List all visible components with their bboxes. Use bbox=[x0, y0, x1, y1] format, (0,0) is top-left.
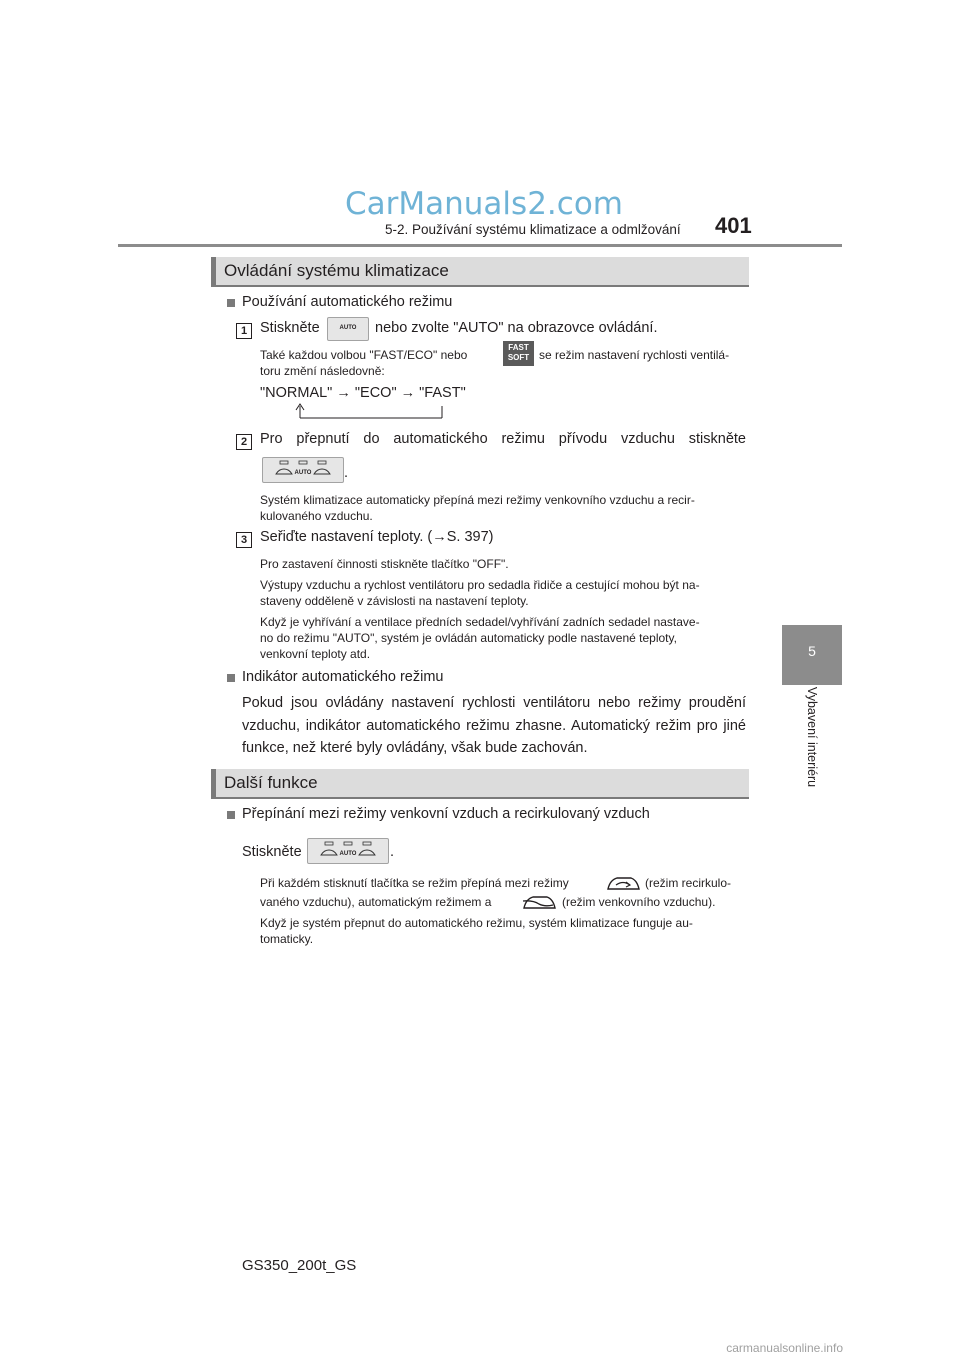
air-intake-auto-button-icon bbox=[262, 457, 344, 483]
page-number: 401 bbox=[715, 213, 752, 238]
step1-text-before: Stiskněte bbox=[260, 320, 320, 336]
header-rule bbox=[118, 244, 842, 247]
outside-air-mode-icon bbox=[521, 891, 557, 911]
bullet-square-icon bbox=[227, 299, 235, 307]
step1-text-after: nebo zvolte "AUTO" na obrazovce ovládání. bbox=[375, 320, 658, 336]
watermark-bottom: carmanualsonline.info bbox=[726, 1341, 843, 1355]
section-heading-climate-control bbox=[211, 257, 749, 287]
subsection-title-indicator: Indikátor automatického režimu bbox=[242, 669, 444, 685]
fast-button-line1: FAST bbox=[508, 343, 529, 352]
fast-soft-button-icon bbox=[503, 341, 534, 366]
step2-text-line1: Pro přepnutí do automatického režimu přívodu vzduchu stiskněte bbox=[260, 431, 746, 447]
recirc-period: . bbox=[390, 844, 395, 860]
section-heading-bar bbox=[211, 257, 216, 285]
section-heading-bar bbox=[211, 769, 216, 797]
recirc-note1-a: Při každém stisknutí tlačítka se režim přepíná mezi režimy bbox=[260, 876, 569, 890]
recirc-note1-d: (režim venkovního vzduchu). bbox=[562, 895, 716, 909]
recirc-note1-c: vaného vzduchu), automatickým režimem a bbox=[260, 895, 492, 909]
subsection-title-auto-mode: Používání automatického režimu bbox=[242, 294, 453, 310]
recirc-auto-label: AUTO bbox=[339, 851, 357, 857]
indicator-paragraph-line3: funkce, než které byly ovládány, však bude zachován. bbox=[242, 740, 588, 756]
watermark-top: CarManuals2.com bbox=[345, 186, 623, 222]
subsection-title-recirculation: Přepínání mezi režimy venkovní vzduch a recirkulovaný vzduch bbox=[242, 806, 650, 822]
step-number-2: 2 bbox=[236, 434, 252, 450]
recirc-note2-line1: Když je systém přepnut do automatického režimu, systém klimatizace funguje au- bbox=[260, 916, 693, 930]
step3-text: Seřiďte nastavení teploty. (→S. 397) bbox=[260, 529, 494, 545]
bullet-square-icon bbox=[227, 674, 235, 682]
chapter-tab-label: Vybavení interiéru bbox=[805, 686, 819, 788]
auto-button-label: AUTO bbox=[339, 325, 357, 331]
bullet-square-icon bbox=[227, 811, 235, 819]
step1-note-line2: toru změní následovně: bbox=[260, 364, 385, 378]
step2-period: . bbox=[344, 465, 349, 481]
fan-mode-sequence: "NORMAL" → "ECO" → "FAST" bbox=[260, 385, 466, 401]
section-heading-other-functions bbox=[211, 769, 749, 799]
recirc-note1-b: (režim recirkulo- bbox=[645, 876, 732, 890]
step3-note1: Pro zastavení činnosti stiskněte tlačítko "OFF". bbox=[260, 557, 509, 571]
step-number-3: 3 bbox=[236, 532, 252, 548]
recirculation-mode-icon bbox=[605, 872, 641, 892]
air-intake-auto-label: AUTO bbox=[294, 470, 312, 476]
chapter-title: 5-2. Používání systému klimatizace a odmlžování bbox=[385, 222, 681, 237]
step2-note-line1: Systém klimatizace automaticky přepíná mezi režimy venkovního vzduchu a recir- bbox=[260, 493, 695, 507]
fast-button-line2: SOFT bbox=[507, 353, 530, 362]
step3-note3-line1: Když je vyhřívání a ventilace předních sedadel/vyhřívání zadních sedadel nastave- bbox=[260, 615, 700, 629]
step-number-1: 1 bbox=[236, 323, 252, 339]
step3-note2-line1: Výstupy vzduchu a rychlost ventilátoru pro sedadla řidiče a cestující mohou být na- bbox=[260, 578, 700, 592]
recirc-press-text: Stiskněte bbox=[242, 844, 302, 860]
step1-note-before: Také každou volbou "FAST/ECO" nebo bbox=[260, 348, 468, 362]
indicator-paragraph-line2: vzduchu, indikátor automatického režimu zhasne. Automatický režim pro jiné bbox=[242, 718, 746, 734]
section-heading-title: Ovládání systému klimatizace bbox=[224, 261, 449, 280]
chapter-tab-number: 5 bbox=[808, 643, 816, 659]
section-heading-title: Další funkce bbox=[224, 773, 318, 792]
step3-note3-line2: no do režimu "AUTO", systém je ovládán automaticky podle nastavené teploty, bbox=[260, 631, 677, 645]
recirc-auto-button-icon bbox=[307, 838, 389, 864]
step2-note-line2: kulovaného vzduchu. bbox=[260, 509, 373, 523]
indicator-paragraph-line1: Pokud jsou ovládány nastavení rychlosti ventilátoru nebo režimy proudění bbox=[242, 695, 746, 711]
model-code: GS350_200t_GS bbox=[242, 1257, 357, 1274]
step3-note2-line2: staveny odděleně v závislosti na nastavení teploty. bbox=[260, 594, 529, 608]
step1-note-after: se režim nastavení rychlosti ventilá- bbox=[539, 348, 730, 362]
auto-button-icon bbox=[327, 317, 369, 341]
sequence-loop-arrow-icon bbox=[292, 402, 444, 420]
recirc-note2-line2: tomaticky. bbox=[260, 932, 314, 946]
step3-note3-line3: venkovní teploty atd. bbox=[260, 647, 371, 661]
